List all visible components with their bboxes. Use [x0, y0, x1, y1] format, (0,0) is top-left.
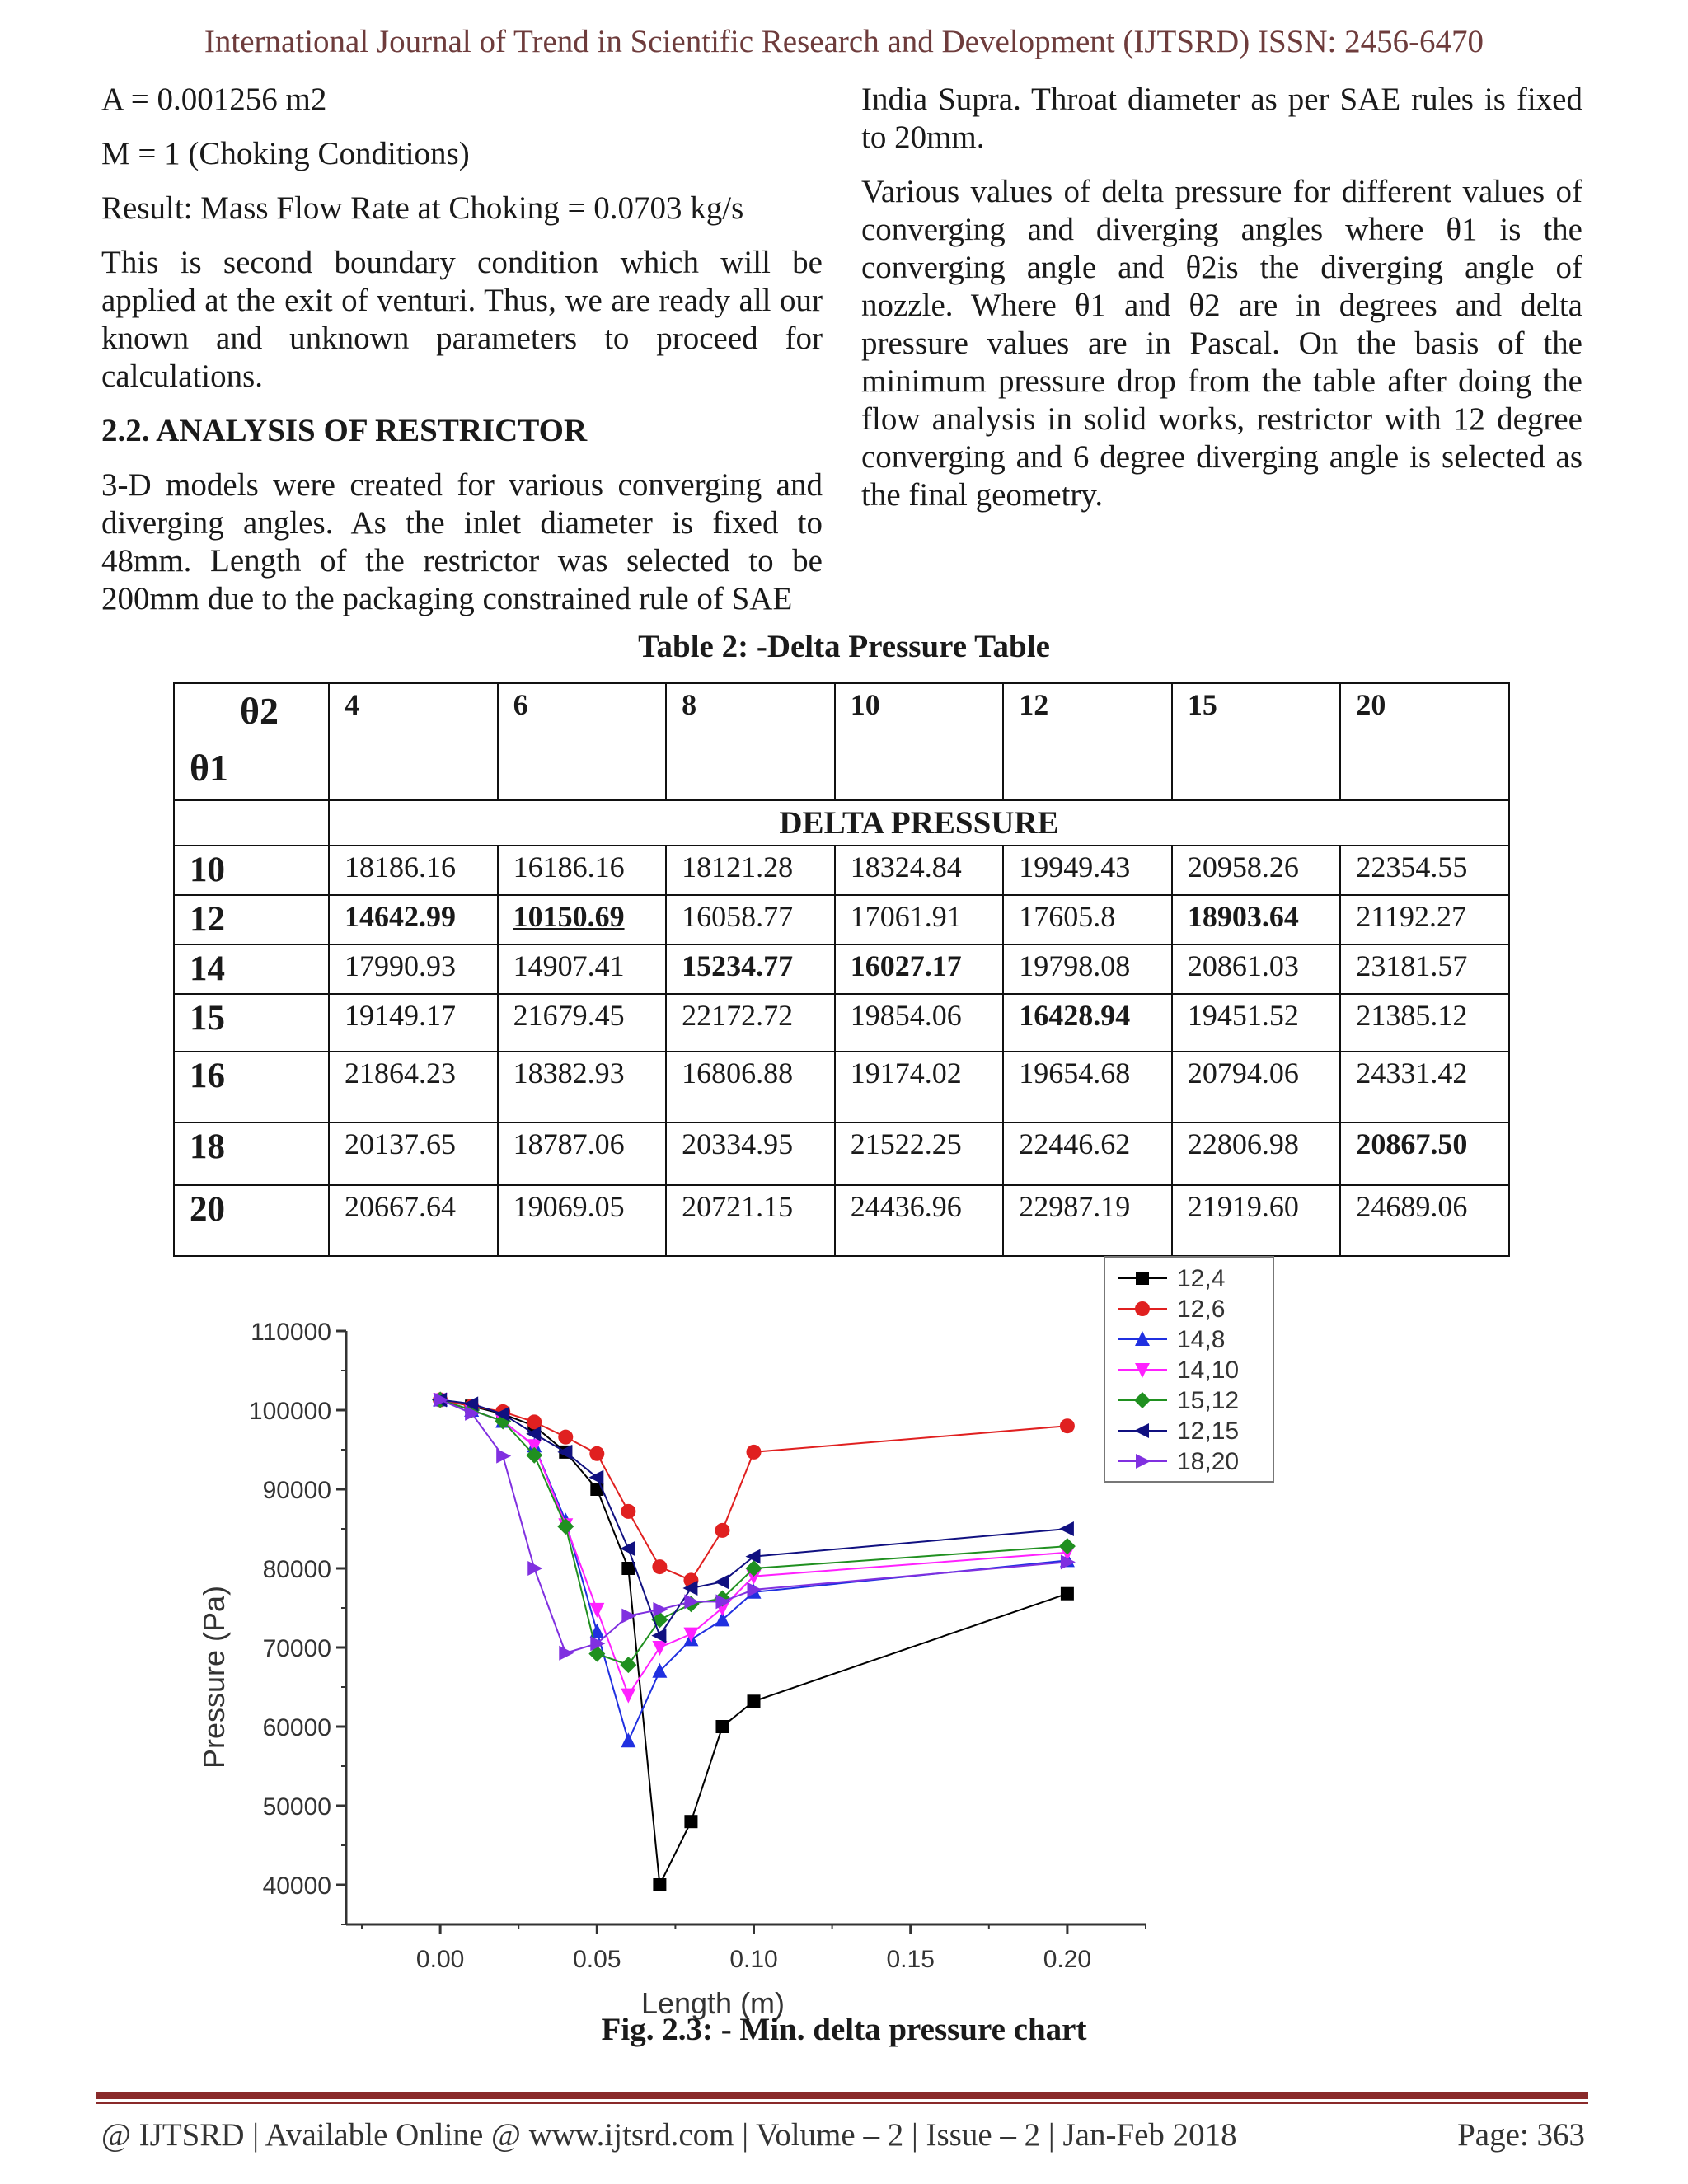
table-cell: 24689.06	[1340, 1185, 1509, 1256]
data-point	[714, 1574, 729, 1589]
table-cell: 24331.42	[1340, 1052, 1509, 1122]
table-row	[174, 944, 1509, 994]
table-cell: 23181.57	[1340, 944, 1509, 994]
data-point	[652, 1559, 667, 1574]
data-point	[621, 1732, 635, 1747]
section-heading: 2.2. ANALYSIS OF RESTRICTOR	[101, 413, 588, 448]
data-point	[748, 1694, 761, 1708]
table-cell: 20794.06	[1172, 1052, 1341, 1122]
column-header: 6	[498, 683, 667, 800]
x-axis-label: Length (m)	[640, 1986, 785, 2020]
data-point	[589, 1446, 604, 1461]
table-cell: 22446.62	[1003, 1122, 1172, 1185]
right-column	[861, 81, 1582, 531]
data-point	[715, 1720, 729, 1733]
table-cell: 18121.28	[666, 846, 835, 895]
table-row	[174, 1052, 1509, 1122]
chart-axes	[197, 1319, 1146, 2020]
x-tick-label: 0.10	[729, 1946, 778, 1973]
table-header-row	[174, 683, 1509, 800]
left-column	[101, 81, 823, 635]
table-cell: 22354.55	[1340, 846, 1509, 895]
series-line	[440, 1400, 1067, 1885]
models-paragraph: 3-D models were created for various converging and diverging angles. As the inlet diameter is fixed to 48mm. Length of the restrictor was selected to be 200mm due to the packaging constrained rule of SAE	[101, 467, 823, 616]
table-cell: 20334.95	[666, 1122, 835, 1185]
pressure-chart	[181, 1257, 1240, 2020]
table-cell: 20867.50	[1340, 1122, 1509, 1185]
page-number: Page: 363	[1457, 2117, 1585, 2153]
data-point	[528, 1561, 542, 1576]
data-point	[559, 1646, 574, 1661]
x-tick-label: 0.20	[1043, 1946, 1092, 1973]
table-cell: 19174.02	[835, 1052, 1004, 1122]
table-cell: 21385.12	[1340, 994, 1509, 1052]
table-subheading-row	[174, 800, 1509, 846]
table-cell: 17990.93	[329, 944, 498, 994]
delta-pressure-table	[173, 682, 1510, 1257]
series-12-15	[432, 1393, 1074, 1643]
table-cell: 19149.17	[329, 994, 498, 1052]
table-row	[174, 1122, 1509, 1185]
y-tick-label: 70000	[262, 1635, 331, 1662]
table-cell: 16027.17	[835, 944, 1004, 994]
theta1-label: θ1	[190, 747, 229, 789]
table-cell: 16186.16	[498, 846, 667, 895]
series-12-4	[434, 1394, 1074, 1891]
data-point	[1061, 1587, 1074, 1601]
row-label: 10	[174, 846, 329, 895]
y-tick-label: 40000	[262, 1872, 331, 1900]
y-tick-label: 50000	[262, 1793, 331, 1821]
table-cell: 18787.06	[498, 1122, 667, 1185]
page-footer	[101, 2116, 1585, 2154]
column-header: 12	[1003, 683, 1172, 800]
data-point	[621, 1504, 635, 1519]
table-caption: Table 2: -Delta Pressure Table	[638, 629, 1050, 664]
data-point	[620, 1657, 636, 1673]
row-label: 20	[174, 1185, 329, 1256]
y-tick-label: 110000	[251, 1319, 331, 1346]
table-row	[174, 1185, 1509, 1256]
mach-line: M = 1 (Choking Conditions)	[101, 136, 470, 171]
legend-label: 15,12	[1177, 1387, 1240, 1414]
data-point	[683, 1628, 698, 1643]
column-header: 20	[1340, 683, 1509, 800]
x-tick-label: 0.05	[573, 1946, 621, 1973]
table-row	[174, 994, 1509, 1052]
row-label: 14	[174, 944, 329, 994]
figure-caption: Fig. 2.3: - Min. delta pressure chart	[601, 2012, 1087, 2047]
table-cell: 22987.19	[1003, 1185, 1172, 1256]
table-cell: 19798.08	[1003, 944, 1172, 994]
table-cell: 16806.88	[666, 1052, 835, 1122]
column-header: 4	[329, 683, 498, 800]
table-cell: 17061.91	[835, 895, 1004, 944]
y-tick-label: 60000	[262, 1714, 331, 1741]
table-cell: 19451.52	[1172, 994, 1341, 1052]
table-cell: 19854.06	[835, 994, 1004, 1052]
column-header: 8	[666, 683, 835, 800]
data-point	[1059, 1521, 1074, 1536]
y-tick-label: 90000	[262, 1477, 331, 1504]
delta-paragraph: Various values of delta pressure for different values of converging and diverging angles where θ1 is the converging angle and θ2is the diverging angle of nozzle. Where θ1 and θ2 are in degrees and delta pressure values are in Pascal. On the basis of the minimum pressure drop from the table after doing the flow analysis in solid works, restrictor with 12 degree converging and 6 degree diverging angle is selected as the final geometry.	[861, 174, 1582, 513]
selected-min-cell: 10150.69	[498, 895, 667, 944]
table-cell: 17605.8	[1003, 895, 1172, 944]
legend-label: 12,6	[1177, 1296, 1226, 1323]
table-cell: 18382.93	[498, 1052, 667, 1122]
row-label: 15	[174, 994, 329, 1052]
legend-label: 18,20	[1177, 1448, 1240, 1475]
table-cell: 16428.94	[1003, 994, 1172, 1052]
y-tick-label: 100000	[248, 1398, 331, 1425]
empty-cell	[174, 800, 329, 846]
data-point	[715, 1523, 729, 1538]
data-point	[652, 1641, 667, 1656]
table-cell: 20137.65	[329, 1122, 498, 1185]
table-cell: 21679.45	[498, 994, 667, 1052]
delta-pressure-subheading: DELTA PRESSURE	[329, 800, 1509, 846]
data-point	[653, 1878, 666, 1891]
legend-label: 12,15	[1177, 1418, 1240, 1445]
throat-paragraph: India Supra. Throat diameter as per SAE rules is fixed to 20mm.	[861, 82, 1582, 155]
chart-series	[432, 1392, 1076, 1891]
legend-label: 14,10	[1177, 1357, 1240, 1384]
table-cell: 21864.23	[329, 1052, 498, 1122]
journal-header: International Journal of Trend in Scientific Research and Development (IJTSRD) ISSN: 2456-6470	[204, 24, 1484, 59]
table-cell: 21522.25	[835, 1122, 1004, 1185]
y-tick-label: 80000	[262, 1556, 331, 1583]
angle-corner-cell	[174, 683, 329, 800]
legend-label: 12,4	[1177, 1265, 1226, 1292]
table-row	[174, 895, 1509, 944]
data-point	[1059, 1538, 1076, 1554]
theta2-label: θ2	[239, 690, 279, 732]
data-point	[684, 1815, 697, 1828]
table-cell: 19069.05	[498, 1185, 667, 1256]
data-point	[651, 1629, 666, 1643]
data-point	[747, 1445, 762, 1460]
result-line: Result: Mass Flow Rate at Choking = 0.0703 kg/s	[101, 190, 744, 226]
table-cell: 19654.68	[1003, 1052, 1172, 1122]
table-cell: 18324.84	[835, 846, 1004, 895]
table-cell: 19949.43	[1003, 846, 1172, 895]
row-label: 16	[174, 1052, 329, 1122]
y-axis-label: Pressure (Pa)	[197, 1585, 231, 1769]
table-cell: 20861.03	[1172, 944, 1341, 994]
data-point	[621, 1689, 635, 1704]
data-point	[558, 1430, 573, 1445]
row-label: 12	[174, 895, 329, 944]
table-cell: 18186.16	[329, 846, 498, 895]
table-cell: 21192.27	[1340, 895, 1509, 944]
table-cell: 20667.64	[329, 1185, 498, 1256]
footer-info: @ IJTSRD | Available Online @ www.ijtsrd.com | Volume – 2 | Issue – 2 | Jan-Feb 2018	[101, 2117, 1237, 2153]
column-header: 10	[835, 683, 1004, 800]
footer-rule-thin	[96, 2102, 1588, 2104]
table-cell: 15234.77	[666, 944, 835, 994]
x-tick-label: 0.15	[886, 1946, 935, 1973]
table-cell: 14642.99	[329, 895, 498, 944]
table-cell: 14907.41	[498, 944, 667, 994]
table-cell: 18903.64	[1172, 895, 1341, 944]
table-cell: 21919.60	[1172, 1185, 1341, 1256]
table-row	[174, 846, 1509, 895]
table-cell: 16058.77	[666, 895, 835, 944]
x-tick-label: 0.00	[415, 1946, 465, 1973]
legend-label: 14,8	[1177, 1326, 1226, 1353]
data-point	[1060, 1418, 1075, 1433]
table-cell: 20958.26	[1172, 846, 1341, 895]
chart-legend	[1104, 1257, 1273, 1482]
area-line: A = 0.001256 m2	[101, 82, 327, 117]
column-header: 15	[1172, 683, 1341, 800]
data-point	[1135, 1301, 1150, 1316]
table-cell: 22806.98	[1172, 1122, 1341, 1185]
table-cell: 22172.72	[666, 994, 835, 1052]
boundary-paragraph: This is second boundary condition which will be applied at the exit of venturi. Thus, we are ready all our known and unknown parameters to proceed for calculations.	[101, 245, 823, 394]
data-point	[1136, 1272, 1149, 1285]
table-cell: 24436.96	[835, 1185, 1004, 1256]
row-label: 18	[174, 1122, 329, 1185]
table-cell: 20721.15	[666, 1185, 835, 1256]
footer-rule	[96, 2092, 1588, 2099]
